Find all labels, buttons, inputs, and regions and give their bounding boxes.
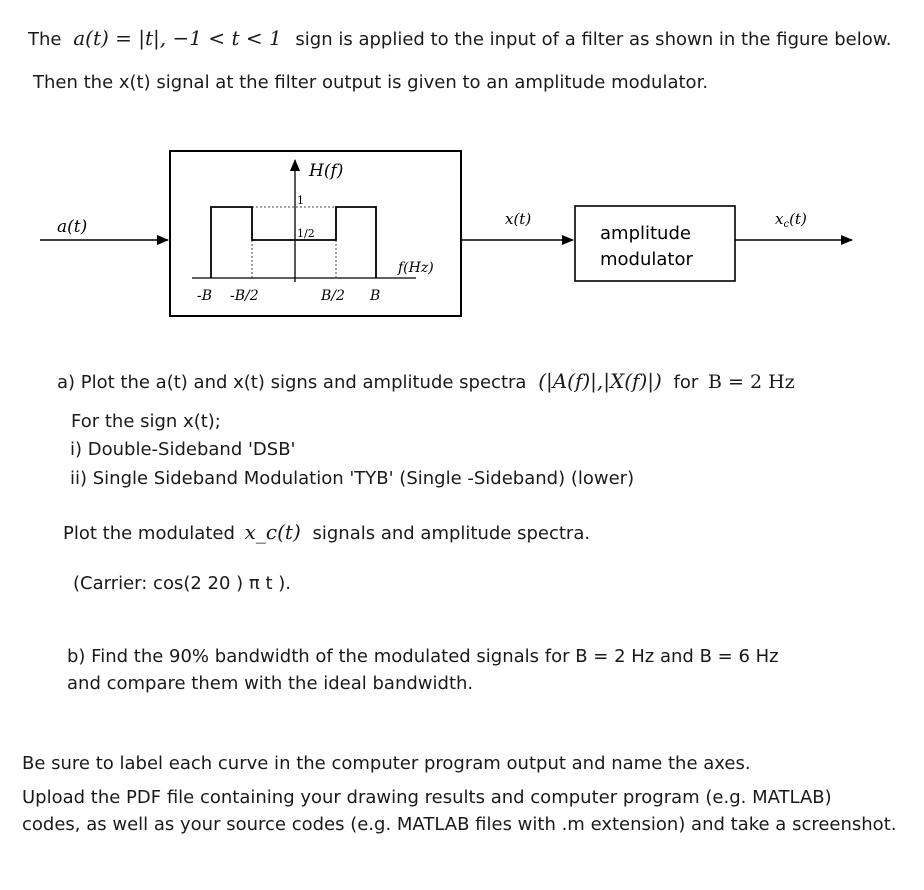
mid-signal-label: x(t) — [505, 210, 532, 228]
input-label: a(t) — [57, 217, 88, 237]
tick-label-b: B — [370, 288, 381, 304]
filter-label: H(f) — [309, 161, 344, 181]
intro-rest: sign is applied to the input of a filter as shown in the figure below. — [295, 29, 892, 50]
tick-label-minus-b: -B — [197, 288, 213, 304]
plot-post: signals and amplitude spectra. — [312, 523, 591, 544]
tick-label-minus-b-half: -B/2 — [230, 288, 259, 304]
intro-word-the: The — [28, 29, 62, 50]
plot-instruction — [63, 520, 590, 544]
part-b-line-2: and compare them with the ideal bandwidth. — [67, 673, 474, 694]
part-a-question-text: a) Plot the a(t) and x(t) signs and amplitude spectra — [57, 372, 527, 393]
level-high-label: 1 — [297, 194, 304, 207]
plot-pre: Plot the modulated — [63, 523, 235, 544]
item-ssb: ii) Single Sideband Modulation 'TYB' (Single -Sideband) (lower) — [70, 468, 635, 489]
part-b-line-1: b) Find the 90% bandwidth of the modulated signals for B = 2 Hz and B = 6 Hz — [67, 646, 779, 667]
carrier-note: (Carrier: cos(2 20 ) π t ). — [73, 573, 291, 594]
xc-formula: x_c(t) — [244, 520, 301, 544]
footer-line-2: Upload the PDF file containing your drawing results and computer program (e.g. MATLAB) — [22, 787, 832, 808]
part-a-question — [57, 369, 795, 393]
modulator-label-line1: amplitude — [600, 223, 691, 244]
footer-line-3: codes, as well as your source codes (e.g. MATLAB files with .m extension) and take a screenshot. — [22, 814, 897, 835]
b-value: B = 2 Hz — [708, 371, 795, 393]
item-dsb: i) Double-Sideband 'DSB' — [70, 439, 296, 460]
output-label: $x_c(t)$ — [775, 210, 807, 230]
footer-line-1: Be sure to label each curve in the computer program output and name the axes. — [22, 753, 751, 774]
intro-line-1 — [28, 26, 892, 50]
modulator-label-line2: modulator — [600, 249, 693, 270]
level-low-label: 1/2 — [297, 227, 315, 240]
intro-formula: a(t) = |t|, −1 < t < 1 — [73, 26, 282, 50]
intro-line-2: Then the x(t) signal at the filter output is given to an amplitude modulator. — [33, 72, 709, 93]
tick-label-b-half: B/2 — [321, 288, 345, 304]
freq-axis-label: f(Hz) — [398, 260, 434, 276]
sign-intro: For the sign x(t); — [71, 411, 221, 432]
spectra-formula: (|A(f)|,|X(f)|) — [538, 369, 662, 393]
part-a-for: for — [673, 372, 699, 393]
filter-response-curve — [211, 207, 376, 278]
